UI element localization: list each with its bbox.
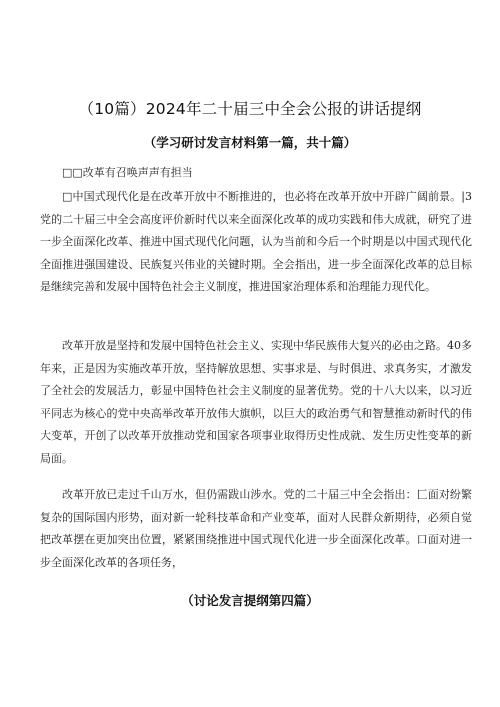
body-paragraph-3: 改革开放已走过千山万水，但仍需跋山涉水。党的二十届三中全会指出：匚面对纷繁复杂的国际国内形势，面对新一轮科技革命和产业变革，面对人民群众新期待，必须自觉把改革摆在更加突出位置，紧紧围绕推进中国式现代化进一步全面深化改革。口面对进一步全面深化改革的各项任务， xyxy=(40,488,472,569)
document-title: （10篇）2024年二十届三中全会公报的讲话提纲 xyxy=(78,100,422,118)
section-subheading: □□改革有召唤声声有担当 xyxy=(62,166,193,179)
section-heading-first: （学习研讨发言材料第一篇，共十篇） xyxy=(143,135,357,150)
body-paragraph-1: □中国式现代化是在改革开放中不断推进的，也必将在改革开放中开辟广阔前景。|3党的二十届三中全会高度评价新时代以来全面深化改革的成功实践和伟大成就，研究了进一步全面深化改革、推进中国式现代化问题，认为当前和今后一个时期是以中国式现代化全面推进强国建设、民族复兴伟业的关键时期。全会指出，进一步全面深化改革的总目标是继续完善和发展中国特色社会主义制度，推进国家治理体系和治理能力现代化。 xyxy=(40,190,472,293)
section-heading-fourth: （讨论发言提纲第四篇） xyxy=(181,593,319,608)
body-paragraph-2: 改革开放是坚持和发展中国特色社会主义、实现中华民族伟大复兴的必由之路。40多年来，正是因为实施改革开放，坚持解放思想、实事求是、与时俱进、求真务实，才激发了全社会的发展活力，彰显中国特色社会主义制度的显著优势。党的十八大以来，以习近平同志为核心的党中央高举改革开放伟大旗帜，以巨大的政治勇气和智慧推动新时代的伟大变革，开创了以改革开放推动党和国家各项事业取得历史性成就、发生历史性变革的新局面。 xyxy=(40,339,472,465)
